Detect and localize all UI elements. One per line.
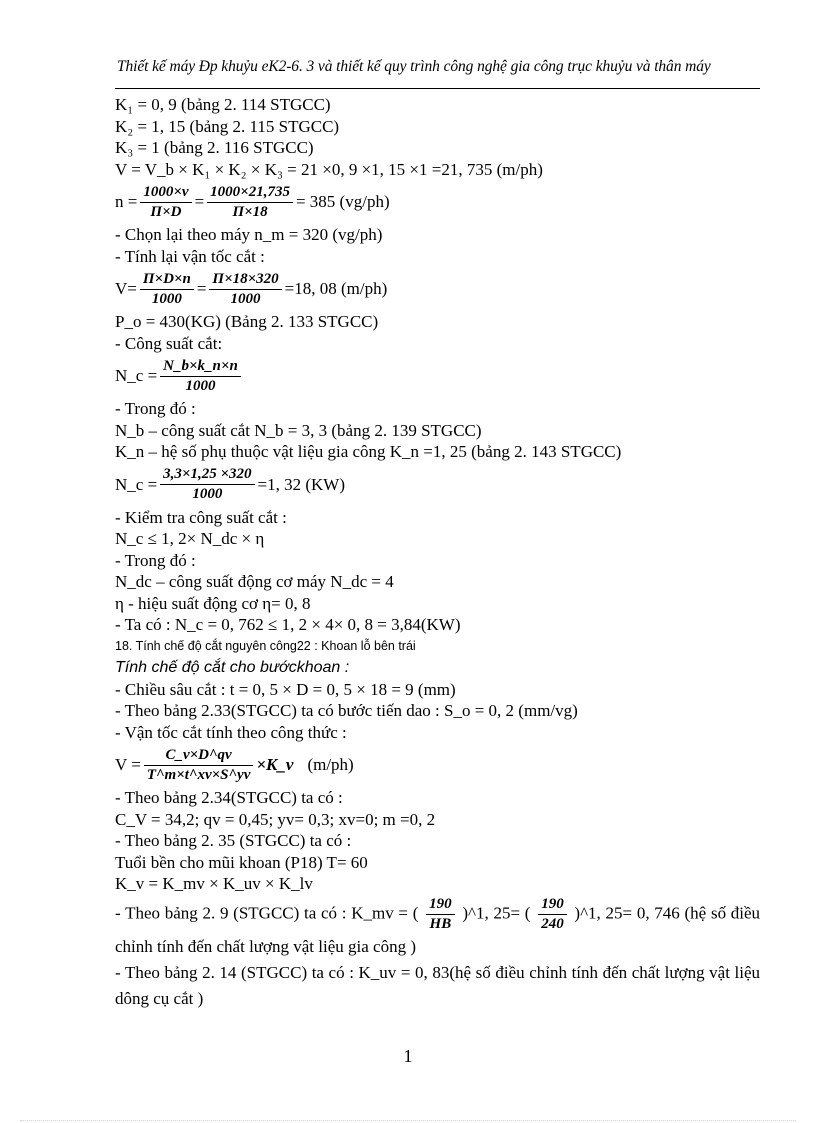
ndc-line: N_dc – công suất động cơ máy N_dc = 4 [115,572,394,591]
po-line: P_o = 430(KG) (Bảng 2. 133 STGCC) [115,312,379,331]
n-result: = 385 (vg/ph) [295,192,390,212]
page-number: 1 [403,1046,413,1066]
v2-prefix: V= [115,279,137,299]
v2-f1-denominator: 1000 [151,290,182,307]
v-formula-line: V = V_b × K₁ × K₂ × K₃ = 21 ×0, 9 ×1, 15 ×1 =21, 735 (m/ph) [115,159,543,179]
theo-233-line: - Theo bảng 2.33(STGCC) ta có bước tiến dao : S_o = 0, 2 (mm/vg) [115,701,578,720]
section-18-heading: 18. Tính chế độ cắt nguyên công22 : Khoan lỗ bên trái [115,638,416,653]
kn-line: K_n – hệ số phụ thuộc vật liệu gia công K_n =1, 25 (bảng 2. 143 STGCC) [115,442,622,461]
kmv-f1-denominator: HB [429,915,452,932]
document-body [115,94,760,1012]
n-f2-numerator: 1000×21,735 [207,183,293,203]
theo-234-line: - Theo bảng 2.34(STGCC) ta có : [115,788,343,807]
v3-unit: (m/ph) [307,755,354,775]
kmv-f2-denominator: 240 [541,915,564,932]
eta-line: η - hiệu suất động cơ η= 0, 8 [115,593,311,613]
kmv-f2-numerator: 190 [538,895,567,915]
header-rule [115,88,760,89]
v2-fraction-1 [140,270,194,309]
v3-prefix: V = [115,755,141,775]
page-bottom-divider [20,1120,796,1121]
k1-line: K₁ = 0, 9 (bảng 2. 114 STGCC) [115,95,331,114]
nc-formula-line [115,354,760,398]
n-f1-denominator: Π×D [150,203,182,220]
k2-line: K₂ = 1, 15 (bảng 2. 115 STGCC) [115,116,340,136]
v2-formula-line [115,267,760,311]
kmv-fraction-2 [538,895,567,934]
nc2-prefix: N_c = [115,474,158,494]
nc2-fraction [160,465,254,504]
n-prefix: n = [115,192,138,212]
cv-line: C_V = 34,2; qv = 0,45; yv= 0,3; xv=0; m =0, 2 [115,809,436,829]
v3-suffix: ×K_v [256,755,294,775]
n-f1-numerator: 1000×v [140,183,191,203]
trong-do-line: - Trong đó : [115,399,196,418]
theo-235-line: - Theo bảng 2. 35 (STGCC) ta có : [115,831,352,850]
v2-f2-numerator: Π×18×320 [209,270,281,290]
theo-29-paragraph [115,895,760,960]
k3-line: K₃ = 1 (bảng 2. 116 STGCC) [115,138,314,157]
n-equals: = [194,192,205,212]
tinh-che-do-heading: Tính chế độ cắt cho bướckhoan : [115,659,350,676]
nc-condition-line: N_c ≤ 1, 2× N_dc × η [115,529,265,548]
theo-29-text-a: - Theo bảng 2. 9 (STGCC) ta có : K_mv = ( [115,902,419,922]
nc2-result: =1, 32 (KW) [257,474,346,494]
trong-do-2-line: - Trong đó : [115,550,196,570]
nc2-denominator: 1000 [192,486,223,502]
v2-equals: = [196,279,207,299]
v3-denominator: T^m×t^xv×S^yv [146,766,251,783]
kmv-fraction-1 [426,895,455,934]
ta-co-line: - Ta có : N_c = 0, 762 ≤ 1, 2 × 4× 0, 8 = 3,84(KW) [115,615,461,634]
kv-line: K_v = K_mv × K_uv × K_lv [115,874,313,893]
theo-29-text-c: )^1, 25= 0, 746 (hệ số điều chỉnh tính đến chất lượng vật liệu gia công ) [115,902,761,956]
n-f2-denominator: Π×18 [232,203,268,220]
cong-suat-line: - Công suất cắt: [115,333,223,353]
v2-fraction-2 [209,270,281,309]
v3-fraction [144,746,254,785]
v3-numerator: C_v×D^qv [144,746,254,766]
theo-29-text-b: )^1, 25= ( [462,902,531,922]
chieu-sau-line: - Chiều sâu cắt : t = 0, 5 × D = 0, 5 × 18 = 9 (mm) [115,679,456,699]
v2-f1-numerator: Π×D×n [140,270,194,290]
nb-line: N_b – công suất cắt N_b = 3, 3 (bảng 2. 139 STGCC) [115,420,482,440]
tuoi-ben-line: Tuổi bền cho mũi khoan (P18) T= 60 [115,852,368,872]
v2-f2-denominator: 1000 [230,290,261,307]
kmv-f1-numerator: 190 [426,895,455,915]
van-toc-line: - Vận tốc cắt tính theo công thức : [115,722,347,742]
chon-lai-line: - Chọn lại theo máy n_m = 320 (vg/ph) [115,225,383,244]
n-formula-line [115,180,760,224]
n-fraction-2 [207,183,293,222]
nc-numerator: N_b×k_n×n [160,357,241,377]
document-header: Thiết kế máy Đp khuỷu eK2-6. 3 và thiết kế quy trình công nghệ gia công trục khuỷu và thân máy [117,58,711,75]
nc-fraction [160,357,241,396]
kiem-tra-line: - Kiểm tra công suất cắt : [115,507,287,527]
nc-denominator: 1000 [185,377,216,394]
theo-214-paragraph: - Theo bảng 2. 14 (STGCC) ta có : K_uv = 0, 83(hệ số điều chỉnh tính đến chất lượng vật liệu dông cụ cắt ) [115,962,760,1008]
v2-result: =18, 08 (m/ph) [284,279,388,299]
nc2-formula-line [115,463,760,507]
v3-formula-line [115,743,760,787]
nc-prefix: N_c = [115,366,158,386]
tinh-lai-line: - Tính lại vận tốc cắt : [115,246,265,266]
nc2-numerator: 3,3×1,25 ×320 [160,465,254,485]
n-fraction-1 [140,183,191,222]
